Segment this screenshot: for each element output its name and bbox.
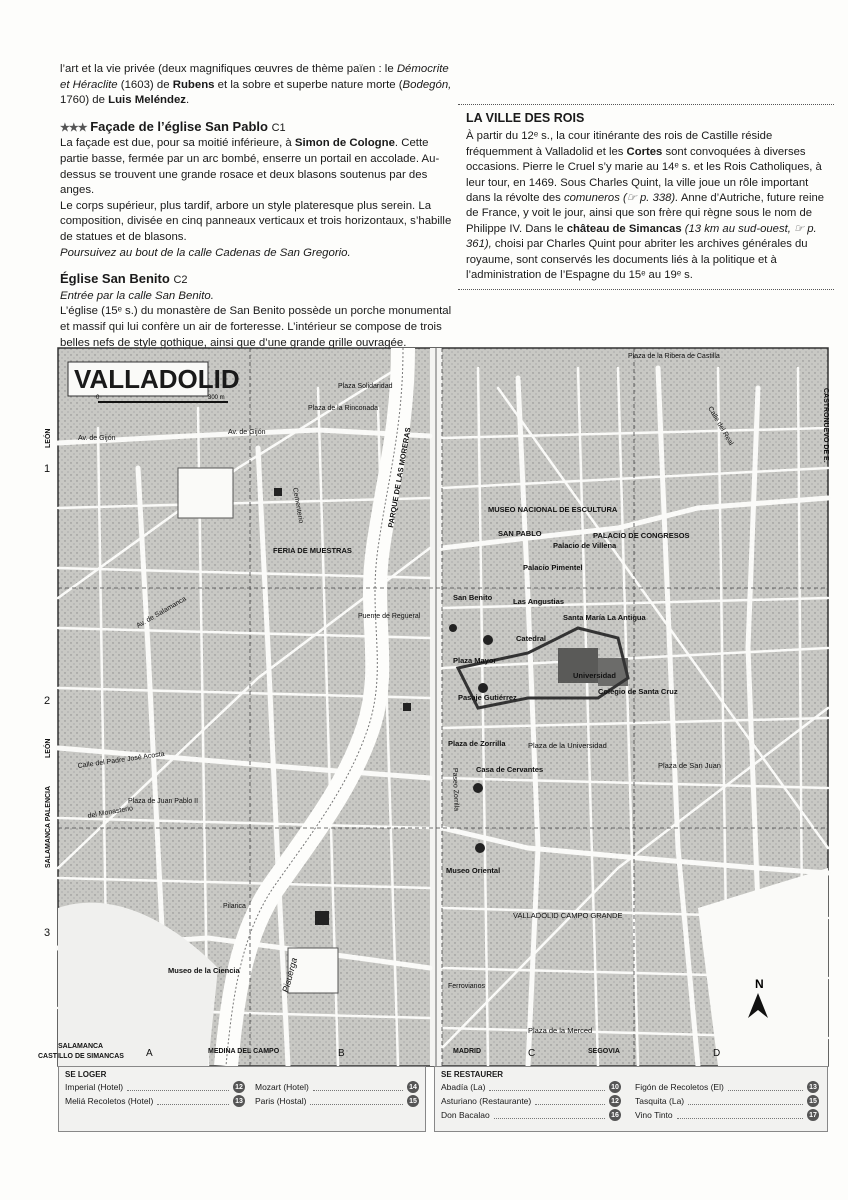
map-title: VALLADOLID bbox=[74, 364, 240, 394]
san-pablo-direction: Poursuivez au bout de la calle Cadenas de San Gregorio. bbox=[60, 246, 351, 259]
bottom-salamanca: SALAMANCA bbox=[58, 1043, 104, 1050]
rating-stars-icon: ★★★ bbox=[60, 121, 87, 134]
grid-col-b: B bbox=[338, 1048, 345, 1059]
restaurant-pin-icon: 12 bbox=[609, 1095, 621, 1107]
label-pasaje: Pasaje Gutiérrez bbox=[458, 693, 517, 702]
bullring-icon bbox=[315, 911, 329, 925]
intro-paragraph: l’art et la vie privée (deux magnifiques œuvres de thème païen : le Démocrite et Héraclite (1603) de Rubens et la sobre et superbe nature morte (Bodegón, 1760) de Luis Meléndez. bbox=[60, 63, 452, 107]
svg-text:Calle del Padre José Acosta: Calle del Padre José Acosta bbox=[77, 750, 165, 770]
svg-text:Calle del Real: Calle del Real bbox=[706, 405, 735, 447]
hotel-pin-icon: 15 bbox=[407, 1095, 419, 1107]
grid-col-c: C bbox=[528, 1048, 536, 1059]
post-office-icon bbox=[274, 488, 282, 496]
edge-leon-mid: LEÓN bbox=[45, 738, 52, 758]
marker-2 bbox=[478, 683, 488, 693]
svg-text:Ferrovianos: Ferrovianos bbox=[448, 983, 485, 990]
restaurant-pin-icon: 13 bbox=[807, 1081, 819, 1093]
label-universidad: Universidad bbox=[573, 671, 616, 680]
box-text: À partir du 12ᵉ s., la cour itinérante des rois de Castille réside fréquemment à Valladolid et les Cortes sont convoquées à diverses occasions. Pierre le Cruel s’y marie au 14ᵉ s. et les Rois Catholiques, à leur tour, en 1469. Sous Charles Quint, la ville joue un rôle important dans la révolte des comuneros (☞ p. 338). Anne d’Autriche, future reine de France, y voit le jour, ainsi que son frère qui règne sous le nom de Philippe IV. Dans le château de Simancas (13 km au sud-ouest, ☞ p. 361), choisi par Charles Quint pour abriter les archives générales du royaume, sont conservés les documents liés à la politique et à l’administration de l’Espagne du 15ᵉ au 19ᵉ s. bbox=[466, 130, 825, 282]
svg-text:Plaza Solidaridad: Plaza Solidaridad bbox=[338, 383, 393, 390]
label-catedral: Catedral bbox=[516, 634, 547, 643]
svg-text:del Monasterio: del Monasterio bbox=[87, 805, 134, 820]
map-legend bbox=[58, 1066, 828, 1132]
parking-icon bbox=[403, 703, 411, 711]
label-museo-oriental: Museo Oriental bbox=[446, 866, 501, 875]
label-plaza-zorrilla: Plaza de Zorrilla bbox=[448, 739, 506, 748]
san-benito-paragraph: L’église (15ᵉ s.) du monastère de San Benito possède un porche monumental et massif qui lui confère un air de forteresse. L’intérieur se compose de trois belles nefs de style gothique, ainsi que d’une grande grille ouvragée. bbox=[60, 305, 452, 349]
grid-row-3: 3 bbox=[44, 927, 51, 939]
label-plaza-universidad: Plaza de la Universidad bbox=[528, 741, 607, 750]
restaurant-pin-icon: 15 bbox=[807, 1095, 819, 1107]
hotel-pin-icon: 14 bbox=[407, 1081, 419, 1093]
legend-item[interactable]: Paris (Hostal) 15 bbox=[255, 1095, 419, 1107]
marker-5 bbox=[449, 624, 457, 632]
grid-col-a: A bbox=[146, 1048, 153, 1059]
label-santa-cruz: Colegio de Santa Cruz bbox=[598, 687, 678, 696]
bottom-segovia: SEGOVIA bbox=[588, 1048, 620, 1055]
label-angustias: Las Angustias bbox=[513, 597, 564, 606]
label-san-benito: San Benito bbox=[453, 593, 493, 602]
river-label: Pisuerga bbox=[280, 956, 300, 994]
label-museo-ciencia: Museo de la Ciencia bbox=[168, 966, 240, 975]
legend-item[interactable]: Imperial (Hotel) 12 bbox=[65, 1081, 245, 1093]
legend-restaurer-title: SE RESTAURER bbox=[441, 1070, 504, 1079]
scale-zero: 0 bbox=[96, 395, 100, 401]
label-palacio-pimentel: Palacio Pimentel bbox=[523, 563, 583, 572]
bottom-castillo: CASTILLO DE SIMANCAS bbox=[38, 1053, 124, 1060]
label-antigua: Santa María La Antigua bbox=[563, 613, 646, 622]
grid-row-1: 1 bbox=[44, 463, 51, 475]
edge-salamanca: SALAMANCA PALENCIA bbox=[45, 785, 52, 868]
legend-item[interactable]: Figón de Recoletos (El) 13 bbox=[635, 1081, 819, 1093]
label-san-juan: Plaza de San Juan bbox=[658, 761, 721, 770]
guide-text-column bbox=[60, 62, 455, 351]
svg-text:Plaza de Juan Pablo II: Plaza de Juan Pablo II bbox=[128, 798, 199, 805]
scale-label: 300 m bbox=[208, 395, 225, 401]
san-benito-entrance: Entrée par la calle San Benito. bbox=[60, 289, 214, 302]
svg-text:Puente de Regueral: Puente de Regueral bbox=[358, 613, 421, 620]
section-heading-san-pablo: ★★★ Façade de l’église San Pablo C1 bbox=[60, 118, 286, 134]
legend-item[interactable]: Don Bacalao 16 bbox=[441, 1109, 621, 1121]
valladolid-map[interactable] bbox=[38, 348, 829, 1066]
edge-castronuevo: CASTRONUEVO DE E. bbox=[822, 388, 829, 463]
label-cervantes: Casa de Cervantes bbox=[476, 765, 544, 774]
restaurant-pin-icon: 10 bbox=[609, 1081, 621, 1093]
legend-loger-title: SE LOGER bbox=[65, 1070, 107, 1079]
restaurant-pin-icon: 16 bbox=[609, 1109, 621, 1121]
bottom-madrid: MADRID bbox=[453, 1048, 481, 1055]
legend-se-restaurer bbox=[434, 1066, 828, 1132]
hotel-pin-icon: 12 bbox=[233, 1081, 245, 1093]
label-campo-grande: VALLADOLID CAMPO GRANDE bbox=[513, 911, 623, 920]
marker-3 bbox=[473, 783, 483, 793]
label-plaza-mayor: Plaza Mayor bbox=[453, 656, 497, 665]
label-san-pablo: SAN PABLO bbox=[498, 529, 542, 538]
label-moreras: PARQUE DE LAS MORERAS bbox=[386, 426, 413, 529]
svg-text:Av. de Gijón: Av. de Gijón bbox=[78, 435, 116, 442]
svg-text:Av. de Salamanca: Av. de Salamanca bbox=[135, 595, 188, 630]
svg-text:Paseo Zorrilla: Paseo Zorrilla bbox=[451, 767, 460, 812]
restaurant-pin-icon: 17 bbox=[807, 1109, 819, 1121]
svg-text:Cementerio: Cementerio bbox=[291, 487, 305, 524]
label-merced: Plaza de la Merced bbox=[528, 1026, 593, 1035]
bottom-medina: MEDINA DEL CAMPO bbox=[208, 1048, 280, 1055]
svg-text:Av. de Gijón: Av. de Gijón bbox=[228, 429, 266, 436]
hotel-pin-icon: 13 bbox=[233, 1095, 245, 1107]
marker-4 bbox=[475, 843, 485, 853]
legend-se-loger bbox=[58, 1066, 426, 1132]
marker-1 bbox=[483, 635, 493, 645]
legend-item[interactable]: Abadía (La) 10 bbox=[441, 1081, 621, 1093]
svg-text:Plaza de la Ribera de Castilla: Plaza de la Ribera de Castilla bbox=[628, 353, 720, 360]
label-feria: FERIA DE MUESTRAS bbox=[273, 546, 352, 555]
legend-item[interactable]: Meliá Recoletos (Hotel) 13 bbox=[65, 1095, 245, 1107]
label-palacio-congresos: PALACIO DE CONGRESOS bbox=[593, 531, 690, 540]
san-pablo-paragraph-2: Le corps supérieur, plus tardif, arbore un style plateresque plus serein. La composition, divisée en cinq panneaux verticaux et trois horizontaux, s’habille de statues et de blasons. bbox=[60, 199, 452, 243]
svg-text:N: N bbox=[755, 977, 764, 991]
box-title: LA VILLE DES ROIS bbox=[466, 111, 585, 125]
legend-item[interactable]: Asturiano (Restaurante) 12 bbox=[441, 1095, 621, 1107]
legend-item[interactable]: Tasquita (La) 15 bbox=[635, 1095, 819, 1107]
legend-item[interactable]: Vino Tinto 17 bbox=[635, 1109, 819, 1121]
svg-text:Pilarica: Pilarica bbox=[223, 903, 246, 910]
ville-des-rois-box bbox=[458, 104, 834, 290]
park-block bbox=[178, 468, 233, 518]
edge-leon-top: LEÓN bbox=[45, 428, 52, 448]
grid-row-2: 2 bbox=[44, 695, 51, 707]
section-heading-san-benito: Église San Benito C2 bbox=[60, 271, 188, 287]
san-pablo-paragraph-1: La façade est due, pour sa moitié inférieure, à Simon de Cologne. Cette partie basse, fermée par un arc bombé, enserre un portail en accolade. Au-dessus se trouvent une grande rosace et deux blasons soutenus par des anges. bbox=[60, 137, 440, 197]
label-museo-escultura: MUSEO NACIONAL DE ESCULTURA bbox=[488, 505, 618, 514]
grid-col-d: D bbox=[713, 1048, 721, 1059]
svg-text:Plaza de la Rinconada: Plaza de la Rinconada bbox=[308, 405, 379, 412]
legend-item[interactable]: Mozart (Hotel) 14 bbox=[255, 1081, 419, 1093]
label-palacio-villena: Palacio de Villena bbox=[553, 541, 617, 550]
